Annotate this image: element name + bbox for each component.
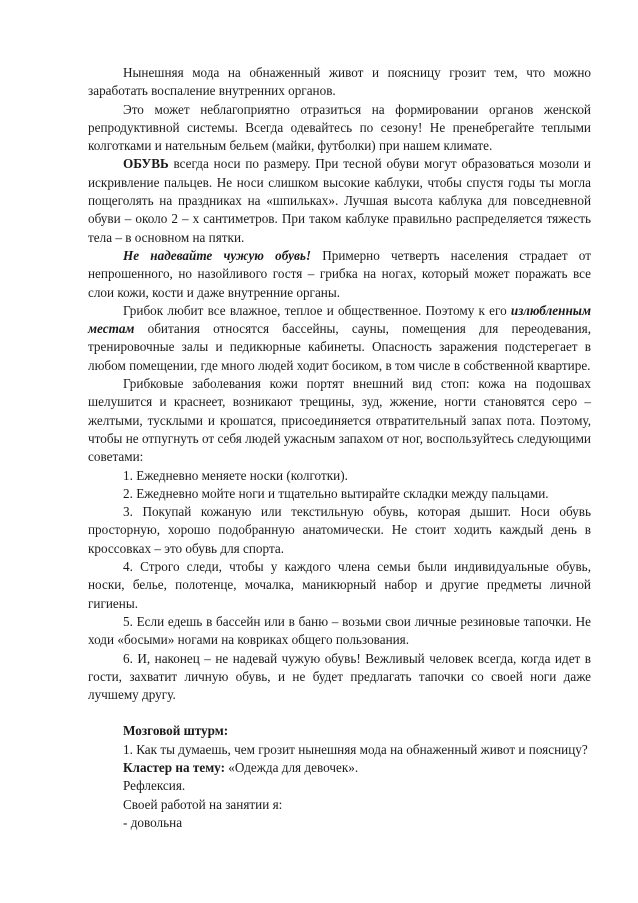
tip-item: 2. Ежедневно мойте ноги и тщательно вытирайте складки между пальцами. [123, 485, 549, 501]
paragraph-fungus-places [88, 302, 591, 375]
spacer [88, 704, 591, 722]
cluster-label: Кластер на тему: [123, 759, 225, 775]
cluster-line [88, 759, 591, 777]
brainstorm-heading: Мозговой штурм: [123, 723, 229, 739]
fungus-places-before: Грибок любит все влажное, теплое и общественное. Поэтому к его [123, 302, 511, 318]
paragraph-fungus-symptoms: Грибковые заболевания кожи портят внешний вид стоп: кожа на подошвах шелушится и краснеет, возникают трещины, зуд, жжение, ногти становятся серо – желтыми, тусклыми и крошатся, присоединяется отвратительный запах пота. Поэтому, чтобы не отпугнуть от себя людей ужасным запахом от ног, воспользуйтесь следующими советами: [88, 376, 591, 465]
paragraph-reproductive: Это может неблагоприятно отразиться на формировании органов женской репродуктивной системы. Всегда одевайтесь по сезону! Не пренебрегайте теплыми колготками и нательным бельем (майки, футболки) при нашем климате. [88, 101, 591, 154]
tip-item: 1. Ежедневно меняете носки (колготки). [123, 467, 348, 483]
document-page [88, 64, 591, 832]
foreign-shoes-heading: Не надевайте чужую обувь! [123, 247, 312, 263]
tip-item: 4. Строго следи, чтобы у каждого члена семьи были индивидуальные обувь, носки, белье, полотенце, мочалка, маникюрный набор и другие предметы личной гигиены. [88, 559, 591, 611]
fungus-places-after: обитания относятся бассейны, сауны, помещения для переодевания, тренировочные залы и педикюрные кабинеты. Опасность заражения подстерегает в любом помещении, где много людей ходит босиком, в том числе в собственной квартире. [88, 321, 591, 373]
tip-item: 5. Если едешь в бассейн или в баню – возьми свои личные резиновые тапочки. Не ходи «босыми» ногами на ковриках общего пользования. [88, 613, 591, 648]
paragraph-foreign-shoes [88, 247, 591, 302]
reflection-title: Рефлексия. [123, 778, 186, 794]
paragraph-fashion: Нынешняя мода на обнаженный живот и поясницу грозит тем, что можно заработать воспаление внутренних органов. [88, 65, 591, 99]
paragraph-shoes [88, 155, 591, 246]
brainstorm-question: 1. Как ты думаешь, чем грозит нынешняя мода на обнаженный живот и поясницу? [123, 741, 588, 757]
reflection-prompt: Своей работой на занятии я: [123, 796, 283, 812]
shoes-heading: ОБУВЬ [123, 156, 169, 172]
tip-item: 3. Покупай кожаную или текстильную обувь, которая дышит. Носи обувь просторную, хорошо подобранную анатомически. Не стоит ходить каждый день в кроссовках – это обувь для спорта. [88, 504, 591, 556]
fungus-places-emphasis: излюбленным местам [88, 302, 591, 337]
cluster-topic: «Одежда для девочек». [224, 759, 359, 775]
reflection-option: - довольна [123, 814, 183, 830]
tip-item: 6. И, наконец – не надевай чужую обувь! Вежливый человек всегда, когда идет в гости, захватит личную обувь, и не будет предлагать тапочки со своей ноги даже лучшему другу. [88, 650, 591, 703]
foreign-shoes-text: Примерно четверть населения страдает от непрошенного, но назойливого гостя – грибка на ногах, который может поражать все слои кожи, кости и даже внутренние органы. [88, 247, 591, 300]
shoes-text: всегда носи по размеру. При тесной обуви могут образоваться мозоли и искривление пальцев. Не носи слишком высокие каблуки, чтобы спустя годы ты могла пощеголять на праздниках на «шпильках». Лучшая высота каблука для повседневной обуви – около 2 – х сантиметров. При таком каблуке правильно распределяется тяжесть тела – в основном на пятки. [88, 156, 591, 245]
